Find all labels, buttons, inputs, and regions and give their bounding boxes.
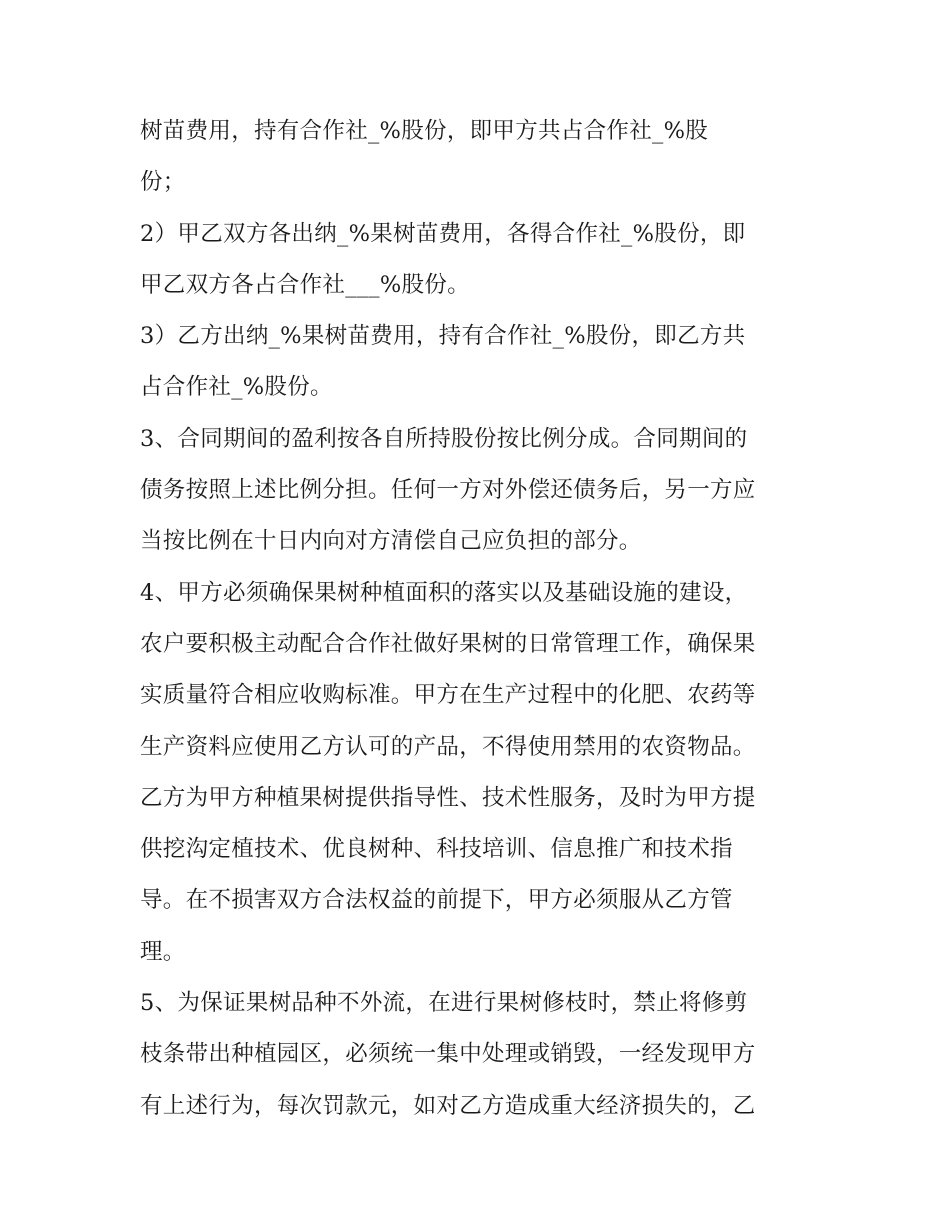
text-line: 债务按照上述比例分担。任何一方对外偿还债务后，另一方应 (140, 477, 756, 504)
text-line: 理。 (140, 938, 186, 965)
text-line: 生产资料应使用乙方认可的产品，不得使用禁用的农资物品。 (140, 733, 756, 760)
text-line: 有上述行为，每次罚款元，如对乙方造成重大经济损失的，乙 (140, 1092, 756, 1119)
text-line: 农户要积极主动配合合作社做好果树的日常管理工作，确保果 (140, 630, 756, 657)
text-line: 导。在不损害双方合法权益的前提下，甲方必须服从乙方管 (140, 887, 733, 914)
document-body (140, 111, 840, 1137)
text-line: 当按比例在十日内向对方清偿自己应负担的部分。 (140, 528, 642, 555)
text-line: 实质量符合相应收购标准。甲方在生产过程中的化肥、农药等 (140, 682, 756, 709)
text-line: 甲乙双方各占合作社___%股份。 (140, 271, 470, 298)
text-line: 4、甲方必须确保果树种植面积的落实以及基础设施的建设， (140, 579, 748, 606)
text-line: 供挖沟定植技术、优良树种、科技培训、信息推广和技术指 (140, 836, 733, 863)
text-line: 份； (140, 169, 186, 196)
text-line: 2）甲乙双方各出纳_%果树苗费用，各得合作社_%股份，即 (140, 220, 746, 247)
text-line: 乙方为甲方种植果树提供指导性、技术性服务，及时为甲方提 (140, 784, 756, 811)
text-line: 3、合同期间的盈利按各自所持股份按比例分成。合同期间的 (140, 425, 748, 452)
text-line: 占合作社_%股份。 (140, 374, 333, 401)
text-line: 5、为保证果树品种不外流，在进行果树修枝时，禁止将修剪 (140, 990, 748, 1017)
text-line: 枝条带出种植园区，必须统一集中处理或销毁，一经发现甲方 (140, 1041, 756, 1068)
text-line: 树苗费用，持有合作社_%股份，即甲方共占合作社_%股 (140, 118, 709, 144)
text-line: 3）乙方出纳_%果树苗费用，持有合作社_%股份，即乙方共 (140, 323, 746, 350)
